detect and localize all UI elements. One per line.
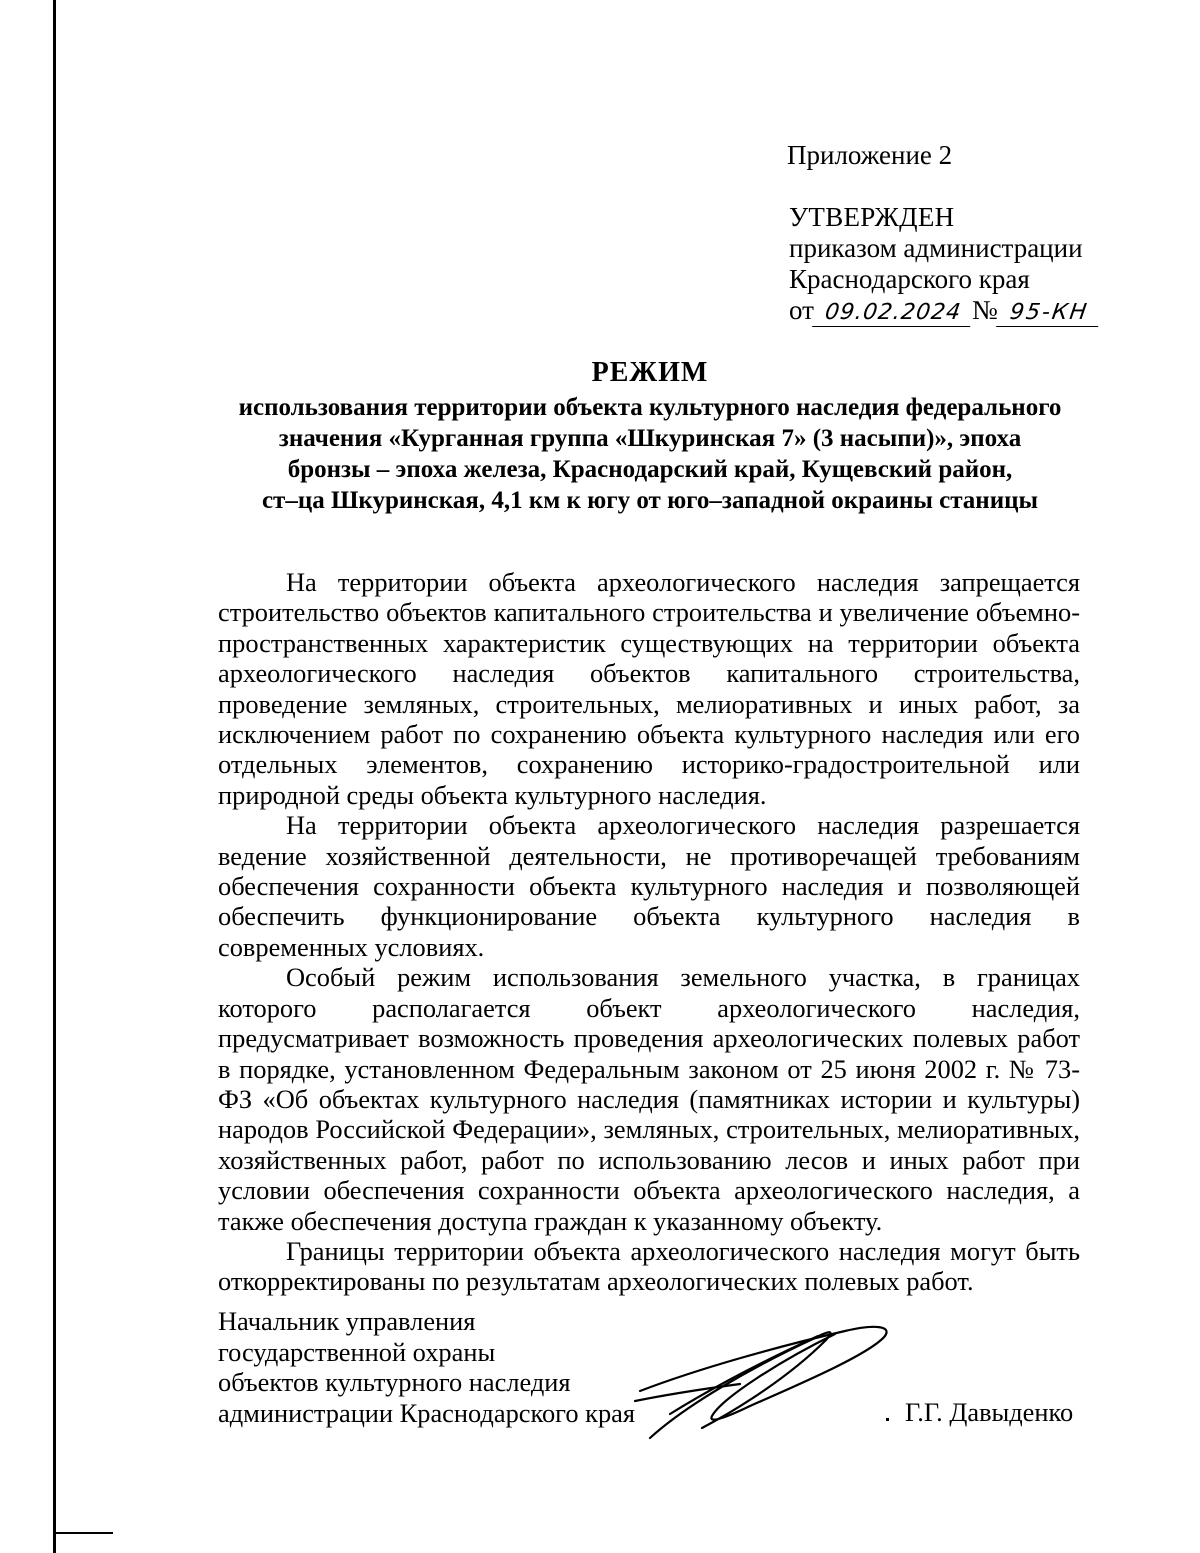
handwritten-date: 09.02.2024 — [812, 300, 974, 327]
approval-line-order: приказом администрации — [789, 233, 1083, 263]
handwritten-number: 95-КН — [996, 300, 1102, 327]
subtitle-line: ст–ца Шкуринская, 4,1 км к югу от юго–западной окраины станицы — [261, 487, 1039, 514]
order-date-number-line — [789, 295, 1100, 327]
paragraph-permissions: На территории объекта археологического наследия разрешается ведение хозяйственной деятельности, не противоречащей требованиям обеспечения сохранности объекта культурного наследия и позволяющей обеспечить функционирование объекта культурного наследия в современных условиях. — [218, 810, 1080, 962]
handwritten-signature — [630, 1306, 900, 1456]
from-prefix: от — [789, 295, 814, 325]
page-edge-line — [53, 0, 56, 1553]
signatory-position — [218, 1306, 635, 1428]
page-edge-mark — [53, 1532, 113, 1534]
subtitle-line: бронзы – эпоха железа, Краснодарский край, Кущевский район, — [287, 456, 1013, 483]
approved-heading: УТВЕРЖДЕН — [789, 202, 955, 232]
position-line: государственной охраны — [218, 1336, 496, 1367]
position-line: Начальник управления — [218, 1306, 476, 1336]
paragraph-prohibitions: На территории объекта археологического наследия запрещается строительство объектов капитального строительства и увеличение объемно-пространственных характеристик существующих на территории объекта археологического наследия объектов капитального строительства, проведение земляных, строительных, мелиоративных и иных работ, за исключением работ по сохранению объекта культурного наследия или его отдельных элементов, сохранению историко-градостроительной или природной среды объекта культурного наследия. — [218, 567, 1080, 810]
signatory-name: Г.Г. Давыденко — [905, 1397, 1074, 1427]
approval-line-region: Краснодарского края — [789, 264, 1030, 294]
document-subtitle — [190, 392, 1110, 516]
approval-block — [789, 202, 1100, 327]
paragraph-boundaries: Границы территории объекта археологического наследия могут быть откорректированы по результатам археологических полевых работ. — [218, 1235, 1080, 1297]
dot-mark — [886, 1418, 889, 1421]
paragraph-special-regime: Особый режим использования земельного участка, в границах которого располагается объект археологического наследия, предусматривает возможность проведения археологических полевых работ в порядке, установленном Федеральным законом от 25 июня 2002 г. № 73-ФЗ «Об объектах культурного наследия (памятниках истории и культуры) народов Российской Федерации», земляных, строительных, мелиоративных, хозяйственных работ, работ по использованию лесов и иных работ при условии обеспечения сохранности объекта археологического наследия, а также обеспечения доступа граждан к указанному объекту. — [218, 962, 1080, 1236]
document-body — [218, 567, 1080, 1297]
number-sign: № — [971, 295, 998, 325]
subtitle-line: значения «Курганная группа «Шкуринская 7» (3 насыпи)», эпоха — [278, 425, 1022, 452]
position-line: объектов культурного наследия — [218, 1367, 571, 1397]
subtitle-line: использования территории объекта культурного наследия федерального — [238, 394, 1062, 421]
document-title: РЕЖИМ — [591, 357, 709, 388]
appendix-label: Приложение 2 — [787, 140, 953, 170]
position-line: администрации Краснодарского края — [218, 1397, 635, 1428]
